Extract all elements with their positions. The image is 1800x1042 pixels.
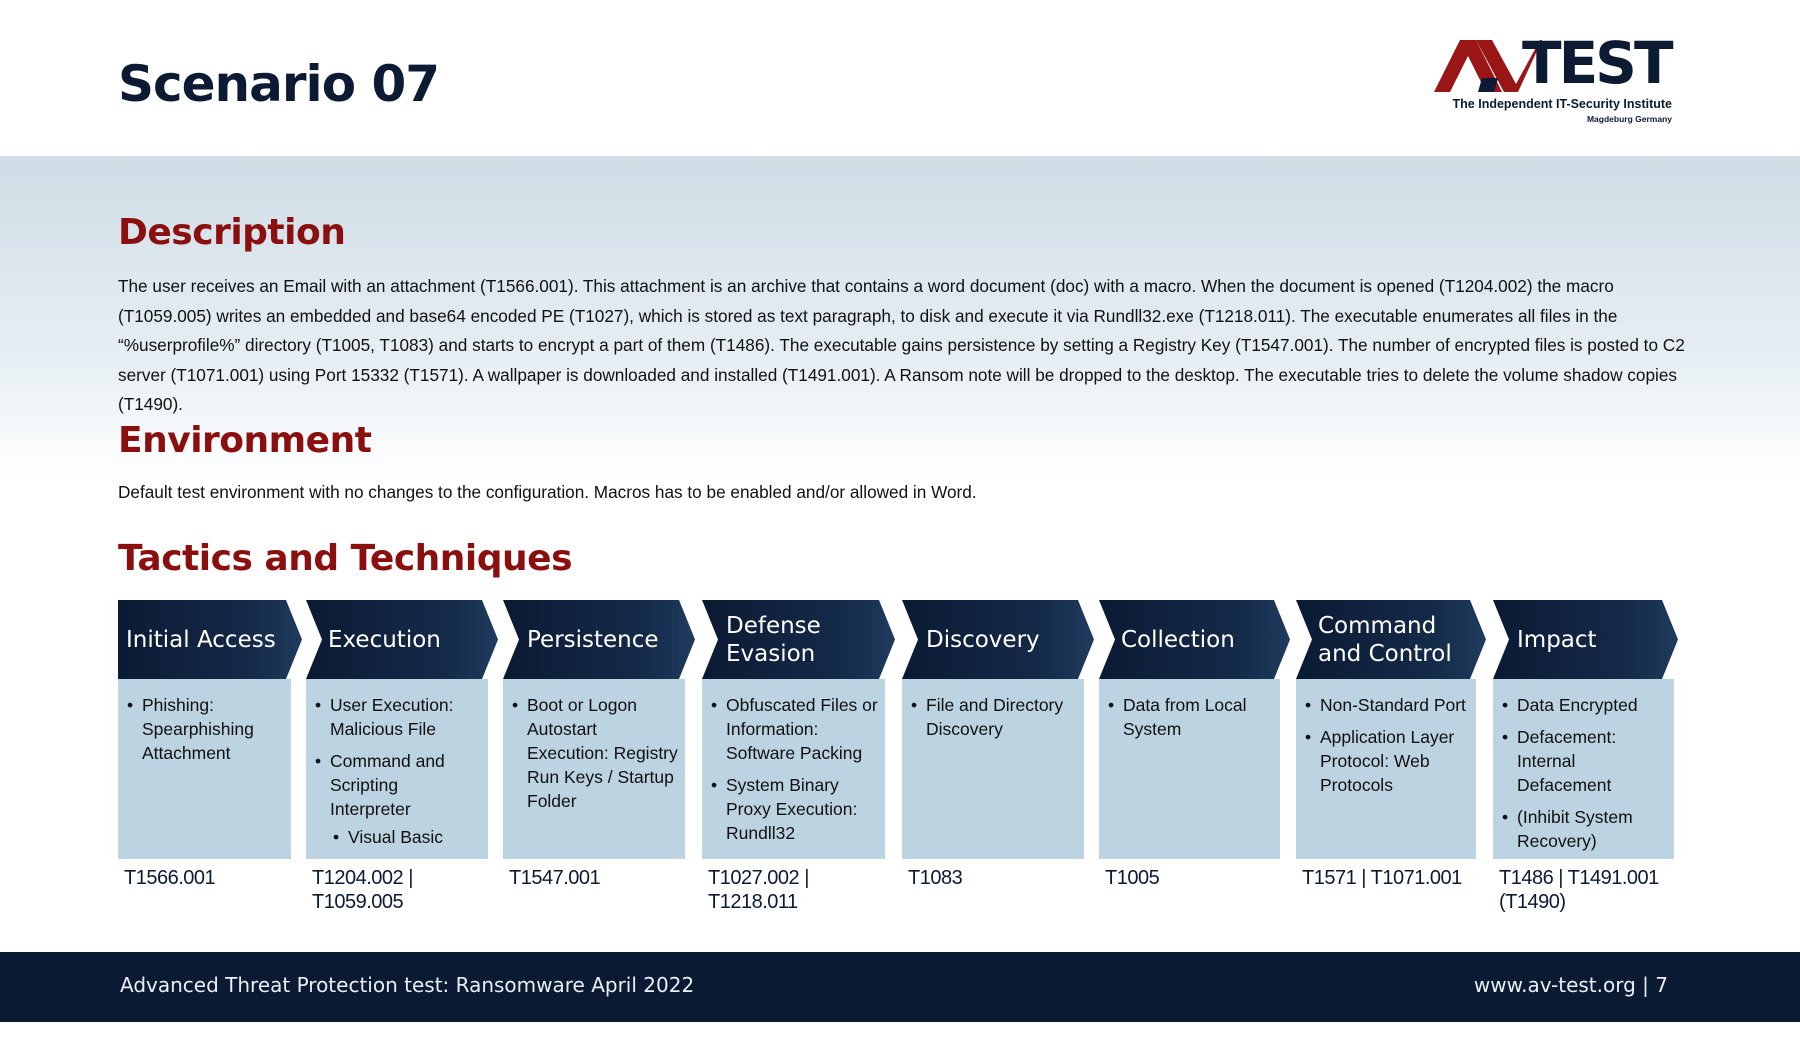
technique-ids: T1005 <box>1105 867 1160 889</box>
technique-box-discovery <box>902 679 1084 859</box>
footer-report-title: Advanced Threat Protection test: Ransomware April 2022 <box>120 973 695 997</box>
technique-item: • Phishing: Spearphishing Attachment <box>126 693 285 765</box>
environment-text: Default test environment with no changes to the configuration. Macros has to be enabled and/or allowed in Word. <box>118 482 977 502</box>
technique-list <box>314 693 482 849</box>
logo-wordmark: TEST <box>1522 29 1671 97</box>
technique-box-execution <box>306 679 488 859</box>
tactic-name: Discovery <box>926 626 1040 653</box>
av-test-logo <box>1432 29 1682 134</box>
logo-tagline: The Independent IT-Security Institute <box>1452 97 1672 111</box>
technique-ids: T1204.002 | T1059.005 <box>312 867 413 913</box>
technique-item: • Data Encrypted <box>1501 693 1668 717</box>
tactic-header-command-and-control <box>1296 600 1500 679</box>
technique-ids: T1571 | T1071.001 <box>1302 867 1462 889</box>
technique-item: • Visual Basic <box>332 825 482 849</box>
technique-list <box>511 693 679 813</box>
technique-box-initial-access <box>118 679 291 859</box>
tactic-name: Persistence <box>527 626 659 653</box>
tactic-header-initial-access <box>118 600 316 679</box>
tactic-header-collection <box>1099 600 1304 679</box>
tactic-name: Execution <box>328 626 441 653</box>
technique-item: • Defacement: Internal Defacement <box>1501 725 1668 797</box>
tactic-name: Initial Access <box>126 626 276 653</box>
technique-list <box>1107 693 1274 741</box>
tactic-header-execution <box>306 600 512 679</box>
tactic-name: Command and Control <box>1318 612 1452 667</box>
technique-ids: T1547.001 <box>509 867 601 889</box>
technique-item: • System Binary Proxy Execution: Rundll32 <box>710 773 879 845</box>
technique-item: • Data from Local System <box>1107 693 1274 741</box>
technique-box-persistence <box>503 679 685 859</box>
footer-bar <box>0 952 1800 1022</box>
slide-title: Scenario 07 <box>118 55 440 113</box>
tactic-header-persistence <box>503 600 709 679</box>
slide-header <box>0 0 1800 156</box>
footer-page-link[interactable]: www.av-test.org | 7 <box>1473 973 1668 997</box>
description-text: The user receives an Email with an attachment (T1566.001). This attachment is an archive that contains a word document (doc) with a macro. When the document is opened (T1204.002) the macro (T1059.005) writes an embedded and base64 encoded PE (T1027), which is stored as text paragraph, to disk and execute it via Rundll32.exe (T1218.011). The executable enumerates all files in the “%userprofile%” directory (T1005, T1083) and starts to encrypt a part of them (T1486). The executable gains persistence by setting a Registry Key (T1547.001). The number of encrypted files is posted to C2 server (T1071.001) using Port 15332 (T1571). A wallpaper is downloaded and installed (T1491.001). A Ransom note will be dropped to the desktop. The executable tries to delete the volume shadow copies (T1490). <box>118 276 1685 414</box>
technique-ids: T1027.002 | T1218.011 <box>708 867 809 913</box>
logo-location: Magdeburg Germany <box>1586 114 1672 124</box>
technique-box-collection <box>1099 679 1280 859</box>
technique-ids: T1486 | T1491.001 (T1490) <box>1499 867 1659 913</box>
tactic-name: Defense Evasion <box>726 612 821 667</box>
technique-item: • (Inhibit System Recovery) <box>1501 805 1668 853</box>
technique-list <box>710 693 879 845</box>
technique-item: • Boot or Logon Autostart Execution: Registry Run Keys / Startup Folder <box>511 693 679 813</box>
tactic-name: Impact <box>1517 626 1597 653</box>
tactic-name: Collection <box>1121 626 1235 653</box>
technique-list <box>126 693 285 765</box>
tactic-header-defense-evasion <box>702 600 909 679</box>
technique-ids: T1083 <box>908 867 963 889</box>
technique-ids: T1566.001 <box>124 867 216 889</box>
description-heading: Description <box>118 212 346 253</box>
technique-list <box>910 693 1078 741</box>
tactic-header-discovery <box>902 600 1108 679</box>
environment-heading: Environment <box>118 420 372 461</box>
technique-item: • Application Layer Protocol: Web Protocols <box>1304 725 1470 797</box>
tactics-heading: Tactics and Techniques <box>118 538 572 579</box>
technique-list <box>1501 693 1668 853</box>
technique-list <box>1304 693 1470 797</box>
technique-item: • Command and Scripting Interpreter <box>314 749 482 821</box>
tactic-header-impact <box>1493 600 1692 679</box>
bottom-strip <box>0 1022 1800 1042</box>
technique-item: • User Execution: Malicious File <box>314 693 482 741</box>
technique-box-defense-evasion <box>702 679 885 859</box>
technique-box-command-and-control <box>1296 679 1476 859</box>
technique-item: • File and Directory Discovery <box>910 693 1078 741</box>
technique-item: • Obfuscated Files or Information: Software Packing <box>710 693 879 765</box>
technique-item: • Non-Standard Port <box>1304 693 1470 717</box>
technique-box-impact <box>1493 679 1674 859</box>
